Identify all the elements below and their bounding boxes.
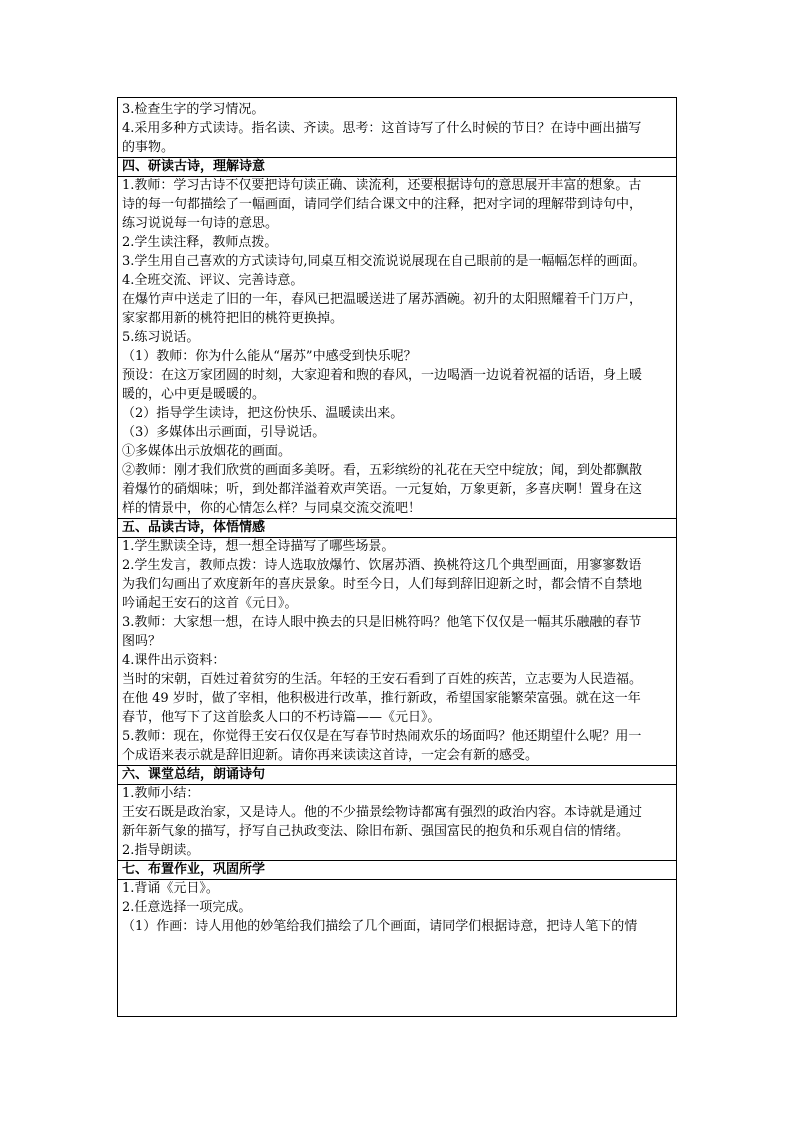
text-line: 着爆竹的硝烟味；听，到处都洋溢着欢声笑语。一元复始，万象更新，多喜庆啊！置身在这 <box>122 482 643 497</box>
text-line: 预设：在这万家团圆的时刻，大家迎着和煦的春风，一边喝酒一边说着祝福的话语，身上暖 <box>122 368 643 383</box>
text-line: 4.采用多种方式读诗。指名读、齐读。思考：这首诗写了什么时候的节日？在诗中画出描写 <box>122 121 642 136</box>
text-line: 样的情景中，你的心情怎么样？与同桌交流交流吧！ <box>122 501 422 516</box>
text-line: （1）作画：诗人用他的妙笔给我们描绘了几个画面，请同学们根据诗意，把诗人笔下的情 <box>122 919 638 934</box>
text-line: （1）教师：你为什么能从“屠苏”中感受到快乐呢？ <box>122 349 417 364</box>
text-line: 1.学生默读全诗，想一想全诗描写了哪些场景。 <box>122 539 395 554</box>
text-line: 在他 49 岁时，做了宰相，他积极进行改革，推行新政，希望国家能繁荣富强。就在这一年 <box>122 691 641 706</box>
table-rule <box>118 157 676 158</box>
text-line: 3.学生用自己喜欢的方式读诗句,同桌互相交流说说展现在自己眼前的是一幅幅怎样的画面。 <box>122 254 646 269</box>
text-line: 4.课件出示资料： <box>122 653 226 668</box>
text-line: 王安石既是政治家，又是诗人。他的不少描景绘物诗都寓有强烈的政治内容。本诗就是通过 <box>122 805 643 820</box>
section-heading: 四、研读古诗，理解诗意 <box>122 159 266 174</box>
text-line: ②教师：刚才我们欣赏的画面多美呀。看，五彩缤纷的礼花在天空中绽放；闻，到处都飘散 <box>122 463 643 478</box>
text-line: 图吗？ <box>122 634 162 649</box>
text-line: 练习说说每一句诗的意思。 <box>122 216 279 231</box>
text-line: 3.检查生字的学习情况。 <box>122 102 265 117</box>
text-line: 3.教师：大家想一想，在诗人眼中换去的只是旧桃符吗？他笔下仅仅是一幅其乐融融的春节 <box>122 615 642 630</box>
text-line: 1.教师小结： <box>122 786 200 801</box>
text-line: 的事物。 <box>122 140 175 155</box>
table-rule <box>118 765 676 766</box>
table-rule <box>118 537 676 538</box>
text-line: ①多媒体出示放烟花的画面。 <box>122 444 292 459</box>
text-line: 当时的宋朝，百姓过着贫穷的生活。年轻的王安石看到了百姓的疾苦，立志要为人民造福。 <box>122 672 643 687</box>
text-line: 2.任意选择一项完成。 <box>122 900 252 915</box>
table-rule <box>118 860 676 861</box>
text-line: 新年新气象的描写，抒写自己执政变法、除旧布新、强国富民的抱负和乐观自信的情绪。 <box>122 824 630 839</box>
text-line: （3）多媒体出示画面，引导说话。 <box>122 425 326 440</box>
lesson-plan-table <box>117 97 677 1017</box>
text-line: 5.教师：现在，你觉得王安石仅仅是在写春节时热闹欢乐的场面吗？他还期望什么呢？用一 <box>122 729 642 744</box>
text-line: 吟诵起王安石的这首《元日》。 <box>122 596 298 611</box>
table-rule <box>118 784 676 785</box>
table-rule <box>118 176 676 177</box>
text-line: （2）指导学生读诗，把这份快乐、温暖读出来。 <box>122 406 404 421</box>
text-line: 1.背诵《元日》。 <box>122 881 219 896</box>
text-line: 为我们勾画出了欢度新年的喜庆景象。时至今日，人们每到辞旧迎新之时，都会情不自禁地 <box>122 577 643 592</box>
table-rule <box>118 518 676 519</box>
text-line: 暖的，心中更是暖暖的。 <box>122 387 266 402</box>
section-heading: 五、品读古诗，体悟情感 <box>122 520 266 535</box>
text-line: 个成语来表示就是辞旧迎新。请你再来读读这首诗，一定会有新的感受。 <box>122 748 539 763</box>
text-line: 1.教师：学习古诗不仅要把诗句读正确、读流利，还要根据诗句的意思展开丰富的想象。古 <box>122 178 642 193</box>
text-line: 4.全班交流、评议、完善诗意。 <box>122 273 304 288</box>
text-line: 家家都用新的桃符把旧的桃符更换掉。 <box>122 311 344 326</box>
text-line: 在爆竹声中送走了旧的一年，春风已把温暖送进了屠苏酒碗。初升的太阳照耀着千门万户， <box>122 292 643 307</box>
text-line: 5.练习说话。 <box>122 330 200 345</box>
text-line: 2.指导朗读。 <box>122 843 200 858</box>
table-rule <box>118 879 676 880</box>
text-line: 2.学生发言，教师点拨：诗人选取放爆竹、饮屠苏酒、换桃符这几个典型画面，用寥寥数语 <box>122 558 642 573</box>
section-heading: 六、课堂总结，朗诵诗句 <box>122 767 266 782</box>
text-line: 春节，他写下了这首脍炙人口的不朽诗篇——《元日》。 <box>122 710 441 725</box>
text-line: 2.学生读注释，教师点拨。 <box>122 235 278 250</box>
section-heading: 七、布置作业，巩固所学 <box>122 862 266 877</box>
text-line: 诗的每一句都描绘了一幅画面，请同学们结合课文中的注释，把对字词的理解带到诗句中， <box>122 197 643 212</box>
